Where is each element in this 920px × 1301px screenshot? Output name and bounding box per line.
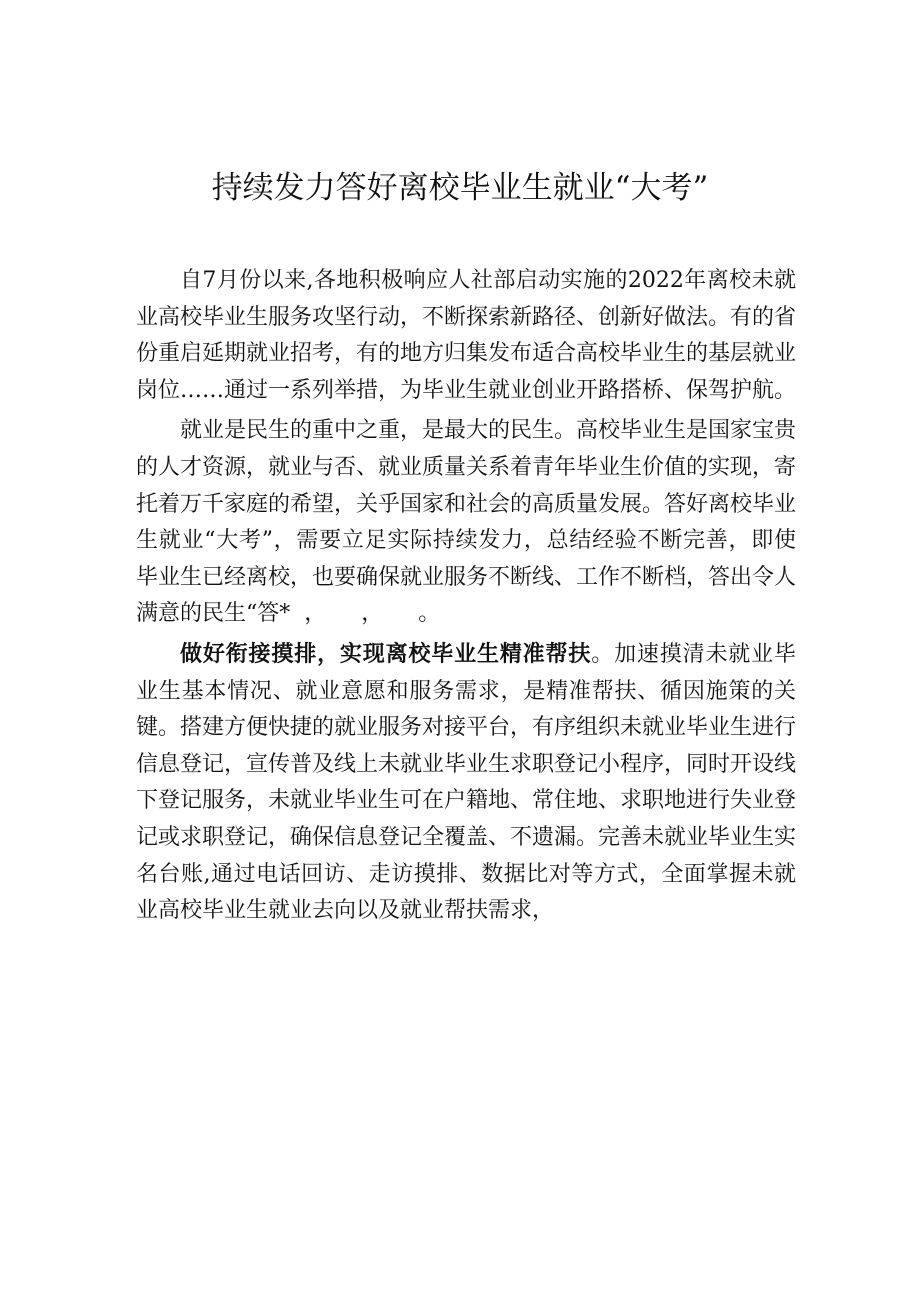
document-title: 持续发力答好离校毕业生就业“大考” bbox=[211, 170, 709, 206]
paragraph-2-text: 就业是民生的重中之重，是最大的民生。高校毕业生是国家宝贵的人才资源，就业与否、就业质量关系着青年毕业生价值的实现，寄托着万千家庭的希望，关乎国家和社会的高质量发展。答好离校毕业生就业“大考”，需要立足实际持续发力，总结经验不断完善，即使毕业生已经离校，也要确保就业服务不断线、工作不断档，答出令人满意的民生“答 bbox=[136, 418, 797, 627]
paragraph-2 bbox=[136, 413, 796, 633]
paragraph-3-bold-lead: 做好衔接摸排，实现离校毕业生精准帮扶 bbox=[180, 641, 592, 667]
paragraph-3-text: 。加速摸清未就业毕业生基本情况、就业意愿和服务需求，是精准帮扶、循因施策的关键。搭建方便快捷的就业服务对接平台，有序组织未就业毕业生进行信息登记，宣传普及线上未就业毕业生求职登记小程序，同时开设线下登记服务，未就业毕业生可在户籍地、常住地、求职地进行失业登记或求职登记，确保信息登记全覆盖、不遗漏。完善未就业毕业生实名台账,通过电话回访、走访摸排、数据比对等方式，全面掌握未就业高校毕业生就业去向以及就业帮扶需求， bbox=[136, 641, 797, 924]
paragraph-2-tail-marks: *， ， 。 bbox=[279, 601, 455, 627]
paragraph-1-text: 自7月份以来,各地积极响应人社部启动实施的2022年离校未就业高校毕业生服务攻坚行动，不断探索新路径、创新好做法。有的省份重启延期就业招考，有的地方归集发布适合高校毕业生的基层就业岗位……通过一系列举措，为毕业生就业创业开路搭桥、保驾护航。 bbox=[136, 268, 797, 403]
paragraph-1 bbox=[136, 263, 796, 409]
paragraph-3 bbox=[136, 637, 796, 930]
document-body bbox=[136, 263, 796, 934]
